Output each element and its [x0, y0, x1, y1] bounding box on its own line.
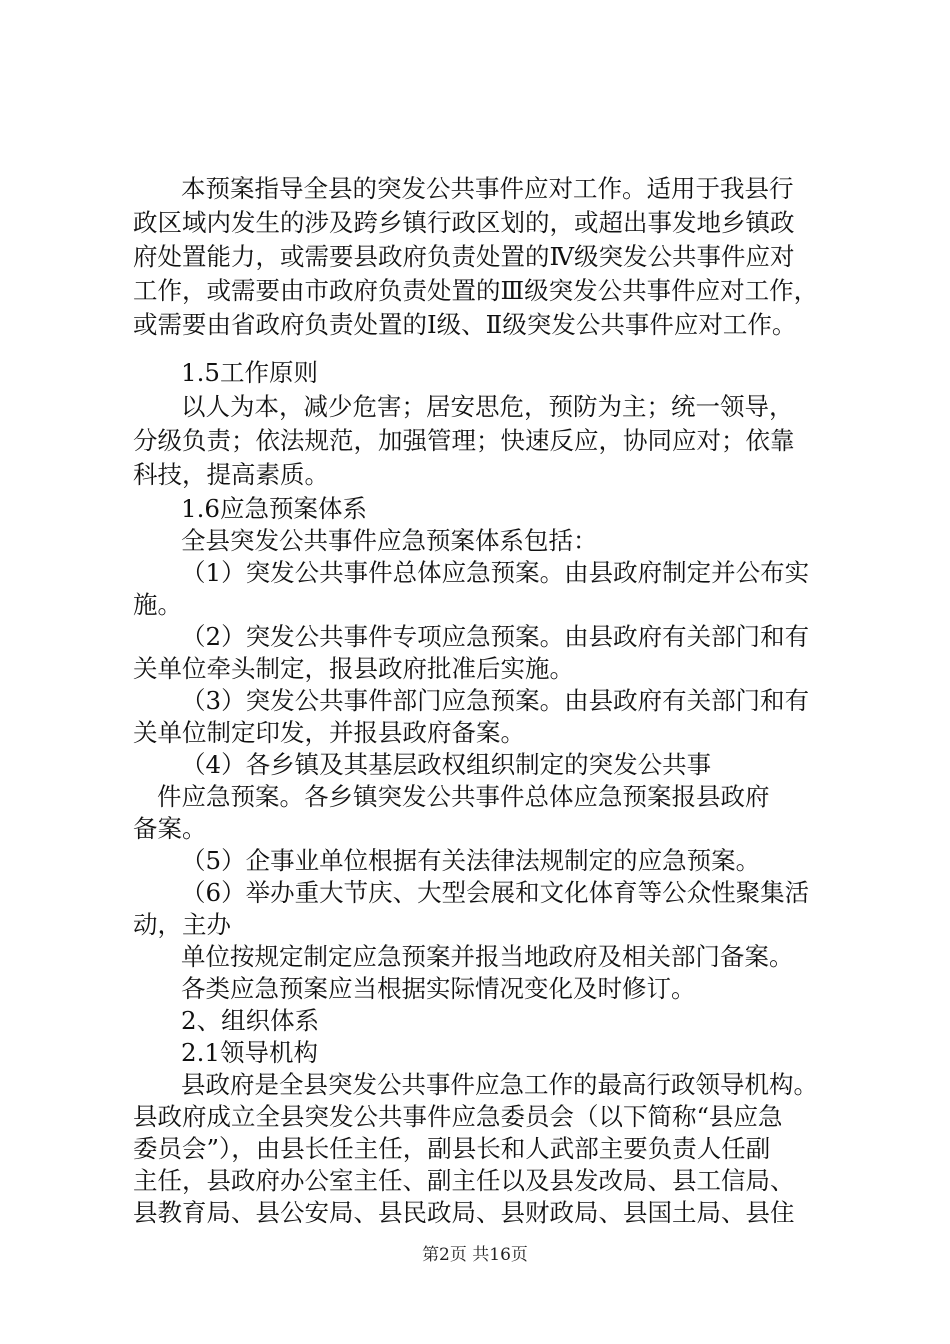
list-item: （6）举办重大节庆、大型会展和文化体育等公众性聚集活 — [181, 878, 810, 907]
paragraph-line: 科技，提高素质。 — [133, 460, 329, 489]
list-item-continuation: 关单位制定印发，并报县政府备案。 — [133, 718, 525, 747]
paragraph-line: 县政府是全县突发公共事件应急工作的最高行政领导机构。 — [181, 1070, 818, 1099]
list-item-continuation: 件应急预案。各乡镇突发公共事件总体应急预案报县政府 — [157, 782, 770, 811]
list-item: （3）突发公共事件部门应急预案。由县政府有关部门和有 — [181, 686, 810, 715]
paragraph-line: 以人为本，减少危害；居安思危，预防为主；统一领导， — [181, 392, 794, 421]
paragraph-line: 委员会”），由县长任主任，副县长和人武部主要负责人任副 — [133, 1134, 771, 1163]
paragraph-line: 全县突发公共事件应急预案体系包括： — [181, 526, 598, 555]
section-heading: 2、组织体系 — [181, 1006, 320, 1035]
paragraph-line: 工作，或需要由市政府负责处置的Ⅲ级突发公共事件应对工作， — [133, 276, 819, 305]
paragraph-line: 或需要由省政府负责处置的Ⅰ级、Ⅱ级突发公共事件应对工作。 — [133, 310, 797, 339]
list-item: （1）突发公共事件总体应急预案。由县政府制定并公布实 — [181, 558, 810, 587]
paragraph-line: 府处置能力，或需要县政府负责处置的Ⅳ级突发公共事件应对 — [133, 242, 795, 271]
paragraph-line: 各类应急预案应当根据实际情况变化及时修订。 — [181, 974, 696, 1003]
paragraph-line: 分级负责；依法规范，加强管理；快速反应，协同应对；依靠 — [133, 426, 795, 455]
paragraph-line: 政区域内发生的涉及跨乡镇行政区划的，或超出事发地乡镇政 — [133, 208, 795, 237]
paragraph-line: 本预案指导全县的突发公共事件应对工作。适用于我县行 — [181, 174, 794, 203]
list-item-continuation: 动，主办 — [133, 910, 231, 939]
paragraph-line: 县政府成立全县突发公共事件应急委员会（以下简称“县应急 — [133, 1102, 783, 1131]
page-number: 第2页 共16页 — [422, 1245, 528, 1265]
list-item: （4）各乡镇及其基层政权组织制定的突发公共事 — [181, 750, 712, 779]
list-item-continuation: 施。 — [133, 590, 182, 619]
list-item: （5）企事业单位根据有关法律法规制定的应急预案。 — [181, 846, 761, 875]
paragraph-line: 县教育局、县公安局、县民政局、县财政局、县国土局、县住 — [133, 1198, 795, 1227]
section-heading: 2.1领导机构 — [181, 1038, 318, 1067]
list-item-continuation: 备案。 — [133, 814, 207, 843]
section-heading: 1.5工作原则 — [181, 358, 318, 387]
list-item-continuation: 单位按规定制定应急预案并报当地政府及相关部门备案。 — [181, 942, 794, 971]
list-item-continuation: 关单位牵头制定，报县政府批准后实施。 — [133, 654, 574, 683]
paragraph-line: 主任，县政府办公室主任、副主任以及县发改局、县工信局、 — [133, 1166, 795, 1195]
list-item: （2）突发公共事件专项应急预案。由县政府有关部门和有 — [181, 622, 810, 651]
section-heading: 1.6应急预案体系 — [181, 494, 367, 523]
